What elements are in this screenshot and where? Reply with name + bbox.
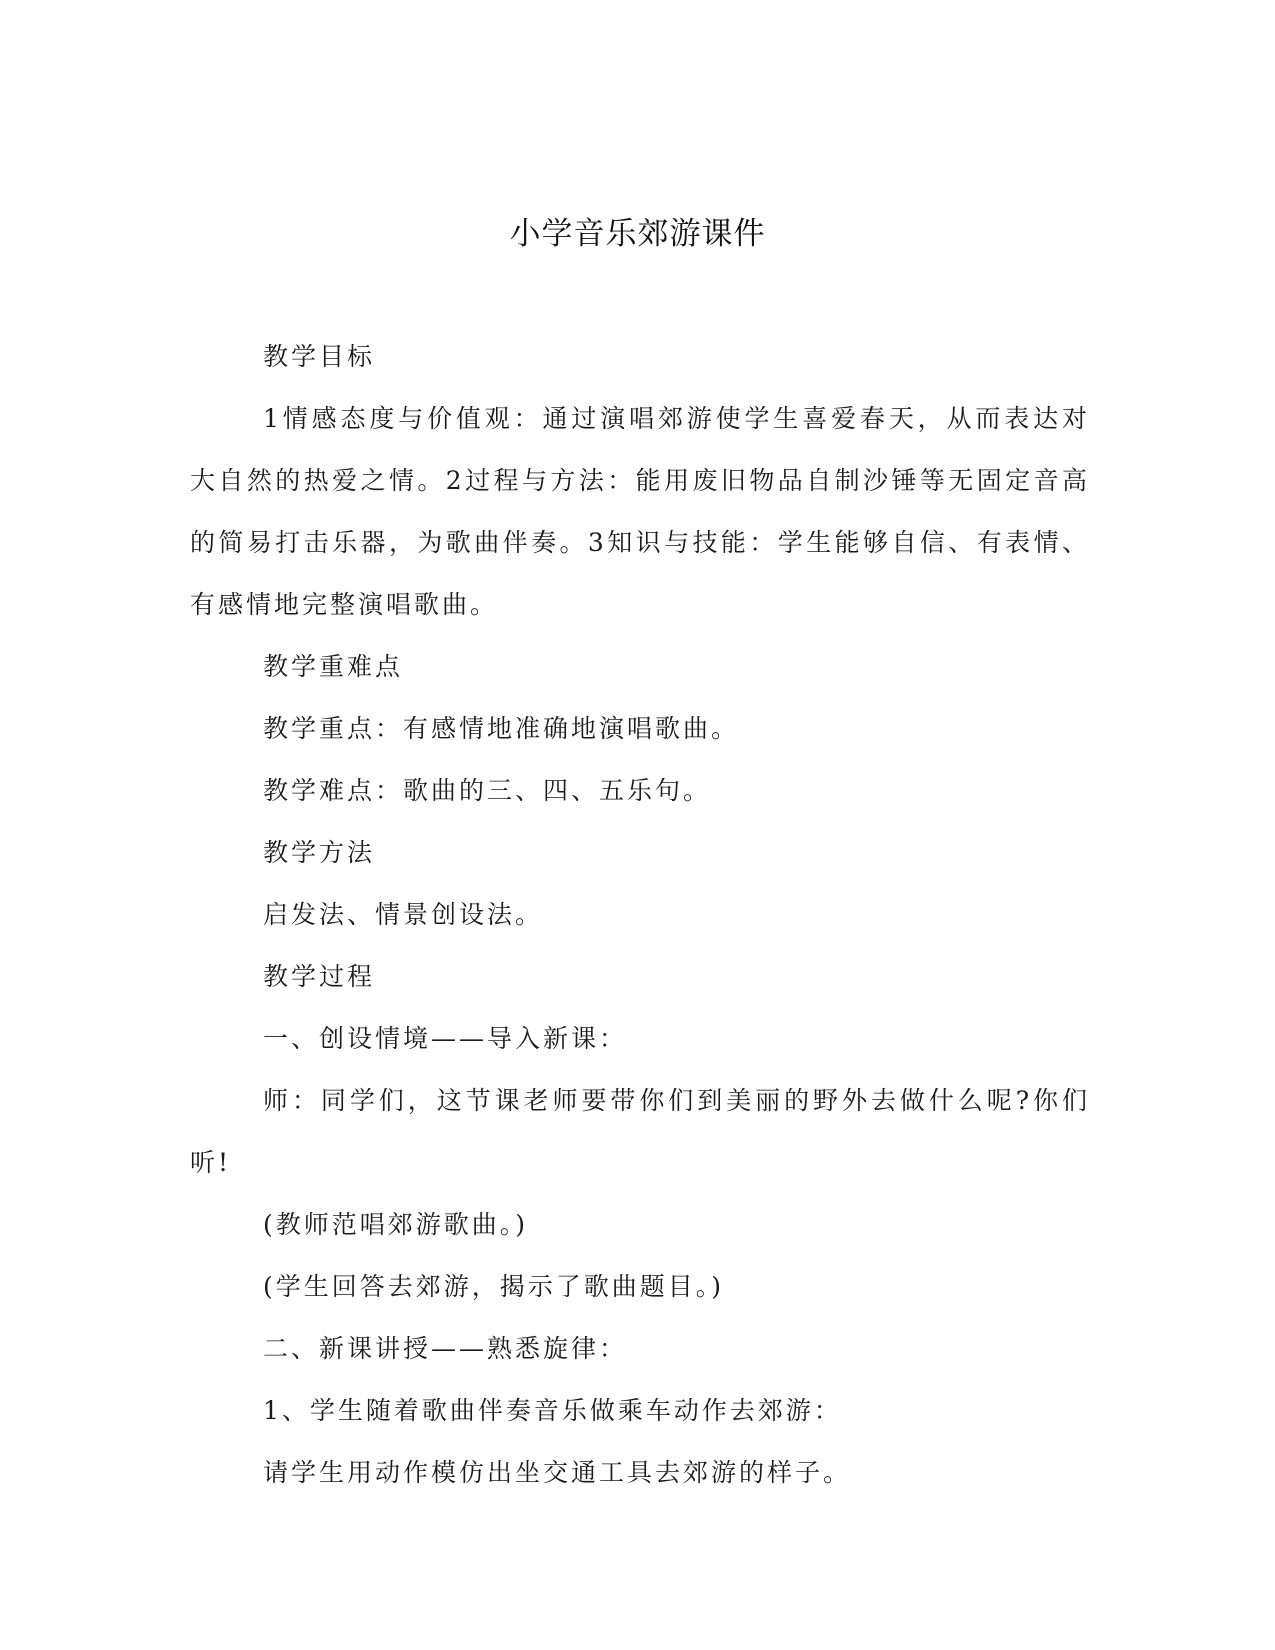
paragraph-teacher-speech: 师：同学们，这节课老师要带你们到美丽的野外去做什么呢?你们听! [190, 1086, 1090, 1177]
paragraph-key-point: 教学重点：有感情地准确地演唱歌曲。 [263, 714, 740, 743]
paragraph-step-one: 1、学生随着歌曲伴奏音乐做乘车动作去郊游： [263, 1396, 842, 1425]
paragraph-student-answer: (学生回答去郊游，揭示了歌曲题目。) [263, 1272, 725, 1301]
document-title: 小学音乐郊游课件 [509, 216, 766, 252]
paragraph-difficult-point: 教学难点：歌曲的三、四、五乐句。 [263, 776, 712, 805]
paragraph-step-one-detail: 请学生用动作模仿出坐交通工具去郊游的样子。 [263, 1458, 852, 1487]
paragraph-objectives-detail: 1情感态度与价值观：通过演唱郊游使学生喜爱春天，从而表达对大自然的热爱之情。2过程与方法：能用废旧物品自制沙锤等无固定音高的简易打击乐器，为歌曲伴奏。3知识与技能：学生能够自信、有表情、有感情地完整演唱歌曲。 [190, 404, 1090, 619]
heading-key-difficult-points: 教学重难点 [263, 652, 404, 681]
paragraph-section-two: 二、新课讲授——熟悉旋律： [263, 1334, 628, 1363]
paragraph-teaching-method: 启发法、情景创设法。 [263, 900, 544, 929]
paragraph-teacher-demo: (教师范唱郊游歌曲。) [263, 1210, 529, 1239]
heading-teaching-method: 教学方法 [263, 838, 376, 867]
heading-teaching-objectives: 教学目标 [263, 342, 376, 371]
paragraph-section-one: 一、创设情境——导入新课： [263, 1024, 628, 1053]
document-body [190, 326, 1090, 1504]
heading-teaching-process: 教学过程 [263, 962, 376, 991]
